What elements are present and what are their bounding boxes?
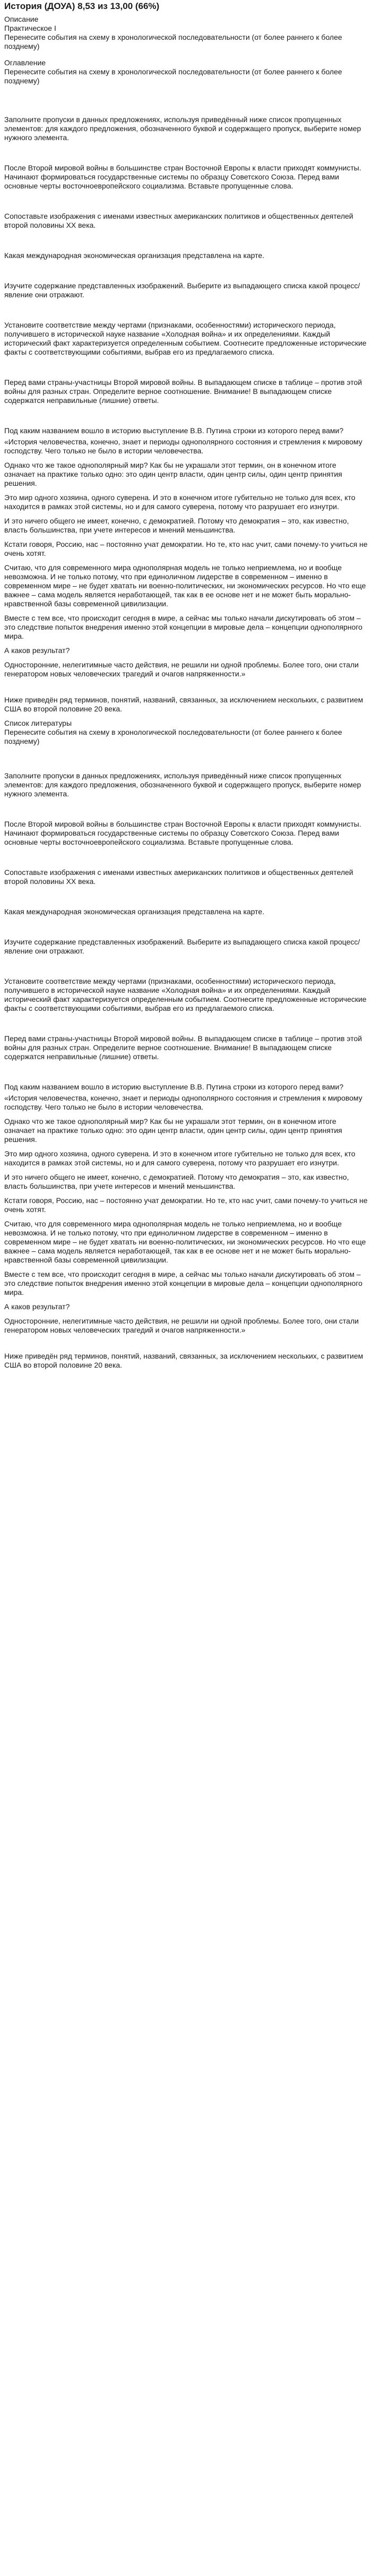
task-images-process: Изучите содержание представленных изображений. Выберите из выпадающего списка какой процесс/явление они отражают.	[4, 938, 360, 955]
putin-question: Под каким названием вошло в историю выступление В.В. Путина строки из которого перед вами?	[4, 1083, 344, 1091]
quote-paragraph: И это ничего общего не имеет, конечно, с демократией. Потому что демократия – это, как известно, власть большинства, при учете интересов и мнений меньшинства.	[4, 517, 349, 534]
task-eastern-europe: После Второй мировой войны в большинстве стран Восточной Европы к власти приходят коммунисты. Начинают формироваться государственные системы по образцу Советского Союза. Перед вами основные черты восточноевропейского социализма. Вставьте пропущенные слова.	[4, 820, 361, 846]
practical-task: Перенесите события на схему в хронологической последовательности (от более раннего к более позднему)	[4, 33, 342, 50]
quote-paragraph: Считаю, что для современного мира однополярная модель не только неприемлема, но и вообще невозможна. И не только потому, что при единоличном лидерстве в современном – именно в современном мире – не будет хватать ни военно-политических, ни экономических ресурсов. Но что еще важнее – сама модель является неработающей, так как в ее основе нет и не может быть морально-нравственной базы современной цивилизации.	[4, 1220, 366, 1264]
task-fill-gaps: Заполните пропуски в данных предложениях, используя приведённый ниже список пропущенных элементов: для каждого предложения, обозначенного буквой и содержащего пропуск, выберите номер нужного элемента.	[4, 115, 361, 142]
quote-paragraph: Вместе с тем все, что происходит сегодня в мире, а сейчас мы только начали дискутировать об этом – это следствие попыток внедрения именно этой концепции в мировые дела – концепции однополярного мира.	[4, 614, 362, 640]
document-title: История (ДОУА) 8,53 из 13,00 (66%)	[4, 1, 160, 11]
description-section	[4, 15, 368, 85]
task-fill-gaps: Заполните пропуски в данных предложениях, используя приведённый ниже список пропущенных элементов: для каждого предложения, обозначенного буквой и содержащего пропуск, выберите номер нужного элемента.	[4, 771, 361, 798]
task-eastern-europe: После Второй мировой войны в большинстве стран Восточной Европы к власти приходят коммунисты. Начинают формироваться государственные системы по образцу Советского Союза. Перед вами основные черты восточноевропейского социализма. Вставьте пропущенные слова.	[4, 164, 361, 190]
quote-paragraph: «История человечества, конечно, знает и периоды однополярного состояния и стремления к мировому господству. Чего только не было в истории человечества.	[4, 1094, 362, 1111]
tasks-section-1	[4, 115, 368, 719]
task-match-politicians: Сопоставьте изображения с именами известных американских политиков и общественных деятелей второй половины XX века.	[4, 212, 353, 229]
putin-quote	[4, 437, 368, 679]
quote-paragraph: А каков результат?	[4, 646, 70, 655]
task-cold-war: Установите соответствие между чертами (признаками, особенностями) исторического периода, получившего в исторической науке название «Холодная война» и их определениями. Каждый исторический факт характеризуется определенным событием. Соотнесите предложенные исторические факты с соответствующими событиями, выбрав его из предлагаемого списка.	[4, 977, 367, 1012]
task-images-process: Изучите содержание представленных изображений. Выберите из выпадающего списка какой процесс/явление они отражают.	[4, 281, 360, 299]
task-match-politicians: Сопоставьте изображения с именами известных американских политиков и общественных деятелей второй половины XX века.	[4, 868, 353, 886]
quote-paragraph: Это мир одного хозяина, одного суверена. И это в конечном итоге губительно не только для всех, кто находится в рамках этой системы, но и для самого суверена, потому что разрушает его изнутри.	[4, 1149, 356, 1167]
quote-paragraph: А каков результат?	[4, 1302, 70, 1311]
task-ww2-countries: Перед вами страны-участницы Второй мировой войны. В выпадающем списке в таблице – против этой войны для разных стран. Определите верное соотношение. Внимание! В выпадающем списке содержатся неправильные (лишние) ответы.	[4, 1034, 362, 1061]
quote-paragraph: Односторонние, нелегитимные часто действия, не решили ни одной проблемы. Более того, они стали генератором новых человеческих трагедий и очагов напряженности.»	[4, 660, 359, 678]
literature-label: Список литературы	[4, 719, 72, 727]
quote-paragraph: Однако что же такое однополярный мир? Как бы не украшали этот термин, он в конечном итоге означает на практике только одно: это один центр власти, один центр силы, один центр принятия решения.	[4, 1117, 342, 1144]
putin-quote	[4, 1094, 368, 1335]
task-us-terms: Ниже приведён ряд терминов, понятий, названий, связанных, за исключением нескольких, с развитием США во второй половине 20 века.	[4, 695, 364, 713]
quote-paragraph: Считаю, что для современного мира однополярная модель не только неприемлема, но и вообще невозможна. И не только потому, что при единоличном лидерстве в современном – именно в современном мире – не будет хватать ни военно-политических, ни экономических ресурсов. Но что еще важнее – сама модель является неработающей, так как в ее основе нет и не может быть морально-нравственной базы современной цивилизации.	[4, 563, 366, 608]
quote-paragraph: И это ничего общего не имеет, конечно, с демократией. Потому что демократия – это, как известно, власть большинства, при учете интересов и мнений меньшинства.	[4, 1173, 349, 1190]
toc-label: Оглавление	[4, 58, 46, 67]
tasks-section-2	[4, 771, 368, 1370]
quote-paragraph: Кстати говоря, Россию, нас – постоянно учат демократии. Но те, кто нас учит, сами почему-то учиться не очень хотят.	[4, 540, 368, 557]
quote-paragraph: Вместе с тем все, что происходит сегодня в мире, а сейчас мы только начали дискутировать об этом – это следствие попыток внедрения именно этой концепции в мировые дела – концепции однополярного мира.	[4, 1270, 362, 1296]
task-cold-war: Установите соответствие между чертами (признаками, особенностями) исторического периода, получившего в исторической науке название «Холодная война» и их определениями. Каждый исторический факт характеризуется определенным событием. Соотнесите предложенные исторические факты с соответствующими событиями, выбрав его из предлагаемого списка.	[4, 321, 367, 356]
task-ww2-countries: Перед вами страны-участницы Второй мировой войны. В выпадающем списке в таблице – против этой войны для разных стран. Определите верное соотношение. Внимание! В выпадающем списке содержатся неправильные (лишние) ответы.	[4, 378, 362, 405]
quote-paragraph: Кстати говоря, Россию, нас – постоянно учат демократии. Но те, кто нас учит, сами почему-то учиться не очень хотят.	[4, 1196, 368, 1214]
practical-label: Практическое I	[4, 24, 56, 32]
literature-section	[4, 719, 368, 746]
literature-task: Перенесите события на схему в хронологической последовательности (от более раннего к более позднему)	[4, 728, 342, 745]
description-label: Описание	[4, 15, 39, 23]
quote-paragraph: «История человечества, конечно, знает и периоды однополярного состояния и стремления к мировому господству. Чего только не было в истории человечества.	[4, 437, 362, 455]
quote-paragraph: Однако что же такое однополярный мир? Как бы не украшали этот термин, он в конечном итоге означает на практике только одно: это один центр власти, один центр силы, один центр принятия решения.	[4, 461, 342, 487]
task-economic-org: Какая международная экономическая организация представлена на карте.	[4, 907, 265, 916]
quote-paragraph: Это мир одного хозяина, одного суверена. И это в конечном итоге губительно не только для всех, кто находится в рамках этой системы, но и для самого суверена, потому что разрушает его изнутри.	[4, 493, 356, 511]
putin-question: Под каким названием вошло в историю выступление В.В. Путина строки из которого перед вами?	[4, 426, 344, 435]
task-us-terms-end: Ниже приведён ряд терминов, понятий, названий, связанных, за исключением нескольких, с развитием США во второй половине 20 века.	[4, 1352, 364, 1369]
task-economic-org: Какая международная экономическая организация представлена на карте.	[4, 251, 265, 260]
toc-task: Перенесите события на схему в хронологической последовательности (от более раннего к более позднему)	[4, 67, 342, 85]
quote-paragraph: Односторонние, нелегитимные часто действия, не решили ни одной проблемы. Более того, они стали генератором новых человеческих трагедий и очагов напряженности.»	[4, 1317, 359, 1334]
